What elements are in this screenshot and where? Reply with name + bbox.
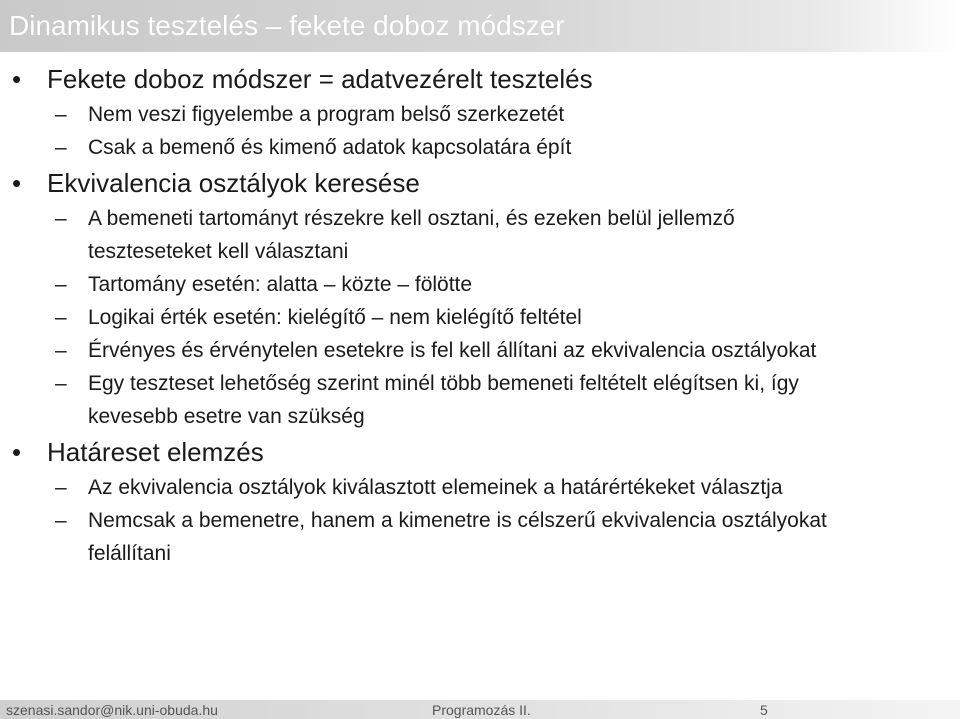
sub-bullet-item — [0, 334, 960, 367]
slide-title: Dinamikus tesztelés – fekete doboz módszer — [9, 10, 565, 41]
bullet-text: Ekvivalencia osztályok keresése — [47, 168, 420, 198]
bullet-text: Határeset elemzés — [47, 437, 264, 467]
dash-marker: – — [55, 273, 67, 296]
footer-email: szenasi.sandor@nik.uni-obuda.hu — [6, 702, 218, 718]
dash-marker: – — [55, 306, 67, 329]
title-bar — [0, 0, 960, 52]
sub-bullet-item — [0, 367, 960, 400]
sub-bullet-text: A bemeneti tartományt részekre kell osztani, és ezeken belül jellemző — [88, 207, 735, 230]
sub-bullet-text: Logikai érték esetén: kielégítő – nem kielégítő feltétel — [88, 306, 582, 329]
dash-marker: – — [55, 103, 67, 126]
bullet-text: Fekete doboz módszer = adatvezérelt tesztelés — [47, 64, 593, 94]
bullet-marker: • — [12, 168, 22, 198]
page-number: 5 — [760, 702, 768, 718]
bullet-item — [0, 164, 960, 202]
slide-content — [0, 60, 960, 570]
sub-bullet-item — [0, 504, 960, 537]
bullet-item — [0, 433, 960, 471]
sub-bullet-item — [0, 131, 960, 164]
dash-marker: – — [55, 476, 67, 499]
sub-bullet-item — [0, 98, 960, 131]
dash-marker: – — [55, 372, 67, 395]
bullet-marker: • — [12, 64, 22, 94]
sub-bullet-continuation: felállítani — [88, 542, 171, 565]
dash-marker: – — [55, 339, 67, 362]
bullet-item — [0, 60, 960, 98]
footer-course: Programozás II. — [432, 702, 531, 718]
sub-bullet-text: Nemcsak a bemenetre, hanem a kimenetre is célszerű ekvivalencia osztályokat — [88, 509, 827, 532]
sub-bullet-text: Érvényes és érvénytelen esetekre is fel kell állítani az ekvivalencia osztályokat — [88, 339, 817, 362]
sub-bullet-item — [0, 268, 960, 301]
dash-marker: – — [55, 207, 67, 230]
sub-bullet-text: Az ekvivalencia osztályok kiválasztott elemeinek a határértékeket választja — [88, 476, 783, 499]
sub-bullet-item — [0, 202, 960, 235]
sub-bullet-text: Csak a bemenő és kimenő adatok kapcsolatára épít — [88, 136, 572, 159]
sub-bullet-text: Nem veszi figyelembe a program belső szerkezetét — [88, 103, 565, 126]
sub-bullet-text: Tartomány esetén: alatta – közte – fölötte — [88, 273, 473, 296]
dash-marker: – — [55, 136, 67, 159]
sub-bullet-text: Egy teszteset lehetőség szerint minél több bemeneti feltételt elégítsen ki, így — [88, 372, 799, 395]
sub-bullet-item — [0, 471, 960, 504]
sub-bullet-item — [0, 301, 960, 334]
bullet-marker: • — [12, 437, 22, 467]
sub-bullet-continuation: teszteseteket kell választani — [88, 240, 349, 263]
dash-marker: – — [55, 509, 67, 532]
footer-bar — [0, 700, 960, 719]
sub-bullet-continuation: kevesebb esetre van szükség — [88, 405, 365, 428]
